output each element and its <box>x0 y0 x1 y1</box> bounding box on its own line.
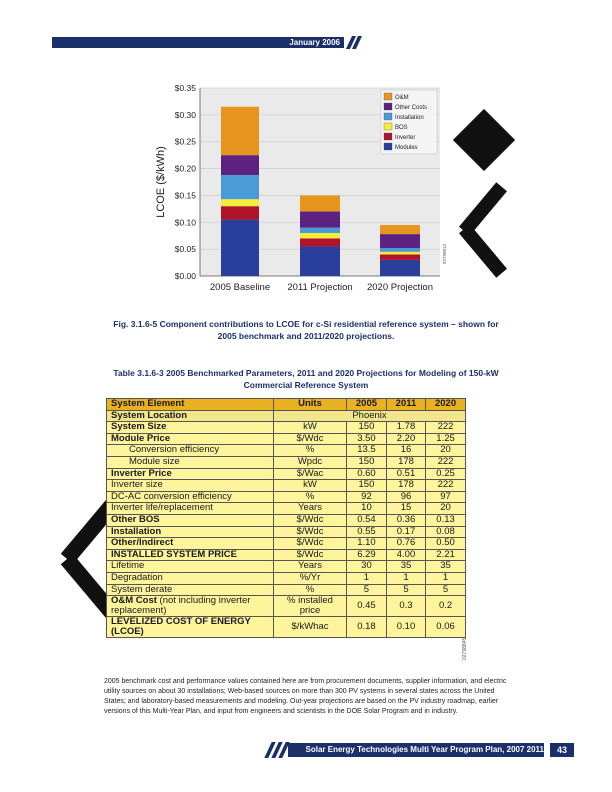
row-value-2011: 4.00 <box>386 549 425 561</box>
decor-chevron-bottom <box>459 224 507 277</box>
row-value-2020: 20 <box>426 445 466 457</box>
row-value-2020: 222 <box>426 422 466 434</box>
x-tick-label: 2005 Baseline <box>209 282 271 293</box>
footnote: 2005 benchmark cost and performance values contained here are from procurement documents, supplier information, and electric utility sources on about 30 installations; Web-based sources on more than 300 PV systems in several states across the United States; and laboratory-based measurements and modeling. Out-year projections are based on the PV industry roadmap, earlier versions of this Multi-Year Plan, and input from engineers and scientists in the DOE Solar Program and in industry. <box>104 678 507 715</box>
y-axis-label: LCOE ($/kWh) <box>155 146 167 218</box>
location-value: Phoenix <box>274 410 466 422</box>
row-element: Lifetime <box>107 561 274 573</box>
row-units: $/Wdc <box>274 514 347 526</box>
bar-segment <box>380 225 420 234</box>
y-tick-label: $0.10 <box>174 217 196 228</box>
bar-segment <box>221 206 259 219</box>
bar-segment <box>300 212 340 228</box>
row-element: System derate <box>107 584 274 596</box>
row-value-2005: 150 <box>347 422 387 434</box>
bar-segment <box>300 246 340 276</box>
om-value-2011: 0.3 <box>386 596 425 617</box>
row-value-2020: 1 <box>426 572 466 584</box>
y-tick-label: $0.30 <box>174 109 196 120</box>
page-number: 43 <box>550 743 574 757</box>
x-tick-label: 2020 Projection <box>366 282 434 293</box>
table-caption: Table 3.1.6-3 2005 Benchmarked Parameters, 2011 and 2020 Projections for Modeling of 150-kW Commercial Reference System <box>113 368 499 390</box>
row-value-2011: 16 <box>386 445 425 457</box>
y-tick-label: $0.15 <box>174 190 196 201</box>
row-element: Module size <box>107 456 274 468</box>
lcoe-value-2011: 0.10 <box>386 617 425 638</box>
y-tick-label: $0.35 <box>174 83 196 93</box>
bar-segment <box>221 220 259 276</box>
header-2020: 2020 <box>426 399 466 411</box>
row-element: Degradation <box>107 572 274 584</box>
legend-label: Other Costs <box>395 105 428 111</box>
y-tick-label: $0.25 <box>174 136 196 147</box>
table-row <box>107 422 466 434</box>
bar-segment <box>300 233 340 238</box>
row-value-2011: 5 <box>386 584 425 596</box>
bar-segment <box>380 234 420 248</box>
row-value-2005: 5 <box>347 584 387 596</box>
lcoe-stacked-bar-chart <box>150 78 450 300</box>
row-value-2005: 150 <box>347 456 387 468</box>
row-element: INSTALLED SYSTEM PRICE <box>107 549 274 561</box>
row-element: Conversion efficiency <box>107 445 274 457</box>
om-units: % installed price <box>274 596 347 617</box>
row-value-2011: 15 <box>386 503 425 515</box>
row-value-2020: 0.13 <box>426 514 466 526</box>
legend-swatch <box>384 93 392 100</box>
y-tick-label: $0.20 <box>174 163 196 174</box>
legend-label: Inverter <box>395 135 416 141</box>
table-row <box>107 468 466 480</box>
x-tick-label: 2011 Projection <box>287 282 353 293</box>
row-value-2005: 10 <box>347 503 387 515</box>
legend-swatch <box>384 103 392 110</box>
row-units: $/Wdc <box>274 538 347 550</box>
row-value-2011: 96 <box>386 491 425 503</box>
bar-segment <box>380 255 420 260</box>
table-row-om <box>107 596 466 617</box>
row-units: $/Wdc <box>274 433 347 445</box>
om-value-2005: 0.45 <box>347 596 387 617</box>
om-element-bold: O&M Cost <box>111 595 157 607</box>
table-row <box>107 491 466 503</box>
bar-segment <box>221 199 259 206</box>
legend-swatch <box>384 123 392 130</box>
row-units: % <box>274 491 347 503</box>
bar-segment <box>380 252 420 255</box>
row-units: $/Wac <box>274 468 347 480</box>
row-value-2005: 0.54 <box>347 514 387 526</box>
figure-caption: Fig. 3.1.6-5 Component contributions to LCOE for c-Si residential reference system – shown for 2005 benchmark and 2011/2020 projections. <box>113 319 499 341</box>
bar-segment <box>221 155 259 175</box>
row-units: $/Wdc <box>274 549 347 561</box>
table-row <box>107 433 466 445</box>
legend-swatch <box>384 133 392 140</box>
row-units: % <box>274 584 347 596</box>
header-units: Units <box>274 399 347 411</box>
row-element: DC-AC conversion efficiency <box>107 491 274 503</box>
row-value-2005: 0.60 <box>347 468 387 480</box>
table-row <box>107 526 466 538</box>
bar-segment <box>300 228 340 233</box>
bar-segment <box>380 248 420 252</box>
row-value-2020: 97 <box>426 491 466 503</box>
table-row-lcoe <box>107 617 466 638</box>
bar-segment <box>380 260 420 276</box>
row-value-2020: 222 <box>426 456 466 468</box>
row-value-2011: 178 <box>386 456 425 468</box>
row-value-2005: 13.5 <box>347 445 387 457</box>
row-units: %/Yr <box>274 572 347 584</box>
row-element: Other/Indirect <box>107 538 274 550</box>
row-element: Inverter Price <box>107 468 274 480</box>
row-value-2011: 0.76 <box>386 538 425 550</box>
header-2005: 2005 <box>347 399 387 411</box>
row-units: Wpdc <box>274 456 347 468</box>
row-element: System Size <box>107 422 274 434</box>
row-value-2005: 6.29 <box>347 549 387 561</box>
bar-segment <box>300 195 340 211</box>
lcoe-value-2020: 0.06 <box>426 617 466 638</box>
table-row <box>107 445 466 457</box>
row-value-2005: 1 <box>347 572 387 584</box>
row-element: Inverter size <box>107 480 274 492</box>
row-units: $/Wdc <box>274 526 347 538</box>
table-row <box>107 572 466 584</box>
lcoe-element: LEVELIZED COST OF ENERGY (LCOE) <box>107 617 274 638</box>
bar-segment <box>221 175 259 199</box>
table-row <box>107 456 466 468</box>
row-value-2011: 0.36 <box>386 514 425 526</box>
legend-label: BOS <box>395 125 408 131</box>
table-row <box>107 480 466 492</box>
row-units: Years <box>274 503 347 515</box>
y-tick-label: $0.00 <box>174 271 196 281</box>
table-side-id: 02798845 <box>462 637 468 660</box>
row-value-2005: 92 <box>347 491 387 503</box>
table-row <box>107 549 466 561</box>
row-value-2005: 150 <box>347 480 387 492</box>
row-value-2011: 178 <box>386 480 425 492</box>
row-value-2011: 0.51 <box>386 468 425 480</box>
legend-label: Modules <box>395 145 418 151</box>
row-value-2005: 30 <box>347 561 387 573</box>
row-value-2020: 5 <box>426 584 466 596</box>
row-value-2005: 3.50 <box>347 433 387 445</box>
row-value-2020: 1.25 <box>426 433 466 445</box>
om-element <box>107 596 274 617</box>
table-row-location <box>107 410 466 422</box>
bar-segment <box>221 107 259 155</box>
row-units: Years <box>274 561 347 573</box>
row-value-2005: 0.55 <box>347 526 387 538</box>
row-element: Module Price <box>107 433 274 445</box>
parameters-table <box>106 398 466 638</box>
header-2011: 2011 <box>386 399 425 411</box>
row-element: Other BOS <box>107 514 274 526</box>
location-label: System Location <box>107 410 274 422</box>
lcoe-units: $/kWhac <box>274 617 347 638</box>
table-row <box>107 561 466 573</box>
om-element-rest: (not including inverter replacement) <box>111 595 251 617</box>
row-value-2011: 1.78 <box>386 422 425 434</box>
row-value-2005: 1.10 <box>347 538 387 550</box>
row-value-2011: 2.20 <box>386 433 425 445</box>
legend-swatch <box>384 113 392 120</box>
om-value-2020: 0.2 <box>426 596 466 617</box>
row-value-2011: 1 <box>386 572 425 584</box>
header-element: System Element <box>107 399 274 411</box>
chart-side-id: 02798813 <box>442 243 447 264</box>
row-units: kW <box>274 480 347 492</box>
row-value-2020: 35 <box>426 561 466 573</box>
table-row <box>107 514 466 526</box>
footer-title: Solar Energy Technologies Multi Year Program Plan, 2007 2011 <box>305 745 544 754</box>
row-element: Inverter life/replacement <box>107 503 274 515</box>
row-value-2020: 2.21 <box>426 549 466 561</box>
row-value-2020: 222 <box>426 480 466 492</box>
table-row <box>107 584 466 596</box>
header-date: January 2006 <box>289 38 340 47</box>
row-value-2020: 0.50 <box>426 538 466 550</box>
bar-segment <box>300 238 340 246</box>
table-row <box>107 538 466 550</box>
row-value-2020: 0.25 <box>426 468 466 480</box>
row-units: kW <box>274 422 347 434</box>
row-units: % <box>274 445 347 457</box>
legend-label: O&M <box>395 95 409 101</box>
table-header-row <box>107 399 466 411</box>
y-tick-label: $0.05 <box>174 244 196 255</box>
legend-swatch <box>384 143 392 150</box>
legend-label: Installation <box>395 115 424 121</box>
table-row <box>107 503 466 515</box>
lcoe-value-2005: 0.18 <box>347 617 387 638</box>
row-element: Installation <box>107 526 274 538</box>
row-value-2011: 0.17 <box>386 526 425 538</box>
row-value-2011: 35 <box>386 561 425 573</box>
row-value-2020: 0.08 <box>426 526 466 538</box>
decor-diamond <box>453 109 515 171</box>
row-value-2020: 20 <box>426 503 466 515</box>
